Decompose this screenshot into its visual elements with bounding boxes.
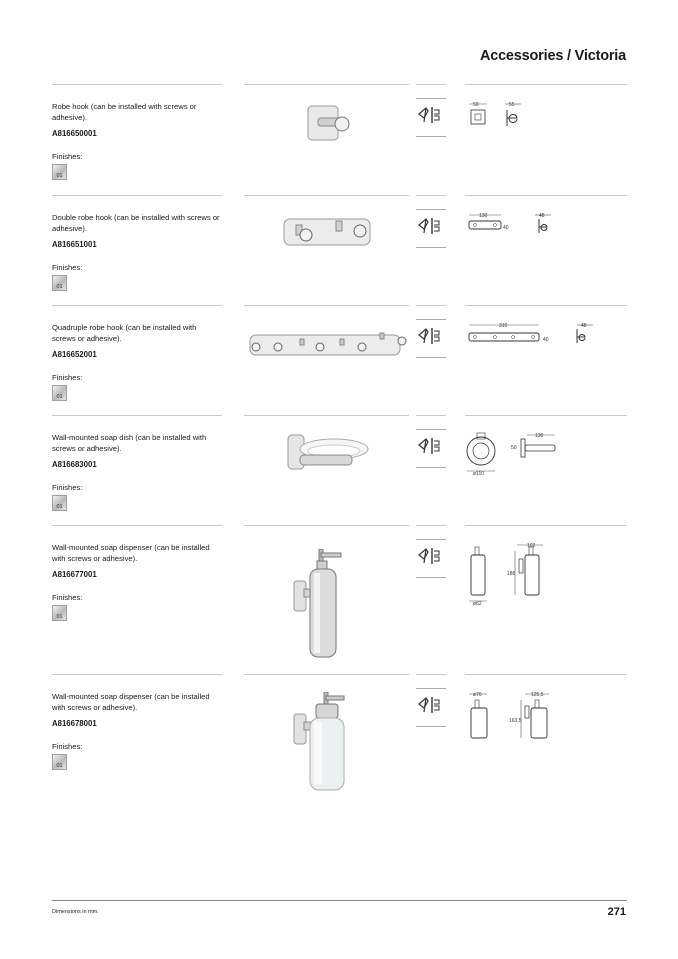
finishes-label: Finishes: (52, 263, 83, 272)
svg-text:125,5: 125,5 (531, 692, 544, 698)
svg-text:102: 102 (527, 543, 536, 549)
svg-text:55: 55 (509, 102, 515, 108)
installation-icons (416, 688, 446, 728)
finishes-label: Finishes: (52, 593, 83, 602)
product-description: Wall-mounted soap dispenser (can be installed with screws or adhesive). (52, 543, 210, 563)
product-description: Wall-mounted soap dish (can be installed with screws or adhesive). (52, 433, 207, 453)
soap-dispenser-glass-image (244, 692, 409, 802)
svg-text:40: 40 (503, 225, 509, 231)
product-code: A816677001 (52, 570, 97, 579)
product-description: Quadruple robe hook (can be installed with screws or adhesive). (52, 323, 197, 343)
installation-icons (416, 98, 446, 138)
product-code: A816678001 (52, 719, 97, 728)
double-robe-hook-image (244, 209, 409, 269)
installation-screws-icon (416, 213, 446, 243)
soap-dish-image (244, 427, 409, 497)
product-row (0, 674, 678, 804)
installation-screws-icon (416, 323, 446, 353)
installation-screws-icon (416, 543, 446, 573)
installation-screws-icon (416, 102, 446, 132)
divider (52, 900, 627, 901)
product-row (0, 525, 678, 673)
installation-screws-icon (416, 433, 446, 463)
svg-text:40: 40 (543, 337, 549, 343)
finish-swatch: 01 (52, 275, 67, 291)
finishes-label: Finishes: (52, 483, 83, 492)
installation-icons (416, 319, 446, 359)
svg-text:48: 48 (539, 213, 545, 219)
soap-dispenser-chrome-image (244, 549, 409, 669)
product-row (0, 195, 678, 305)
dimension-drawing (465, 429, 627, 489)
svg-text:163,5: 163,5 (509, 718, 522, 724)
installation-icons (416, 429, 446, 469)
svg-text:ø110: ø110 (473, 471, 485, 477)
finish-swatch: 01 (52, 164, 67, 180)
finishes-label: Finishes: (52, 373, 83, 382)
installation-icons (416, 539, 446, 579)
product-description: Wall-mounted soap dispenser (can be installed with screws or adhesive). (52, 692, 210, 712)
product-code: A816652001 (52, 350, 97, 359)
product-description: Robe hook (can be installed with screws or adhesive). (52, 102, 197, 122)
finishes-label: Finishes: (52, 742, 83, 751)
finish-swatch: 01 (52, 754, 67, 770)
dimension-drawing (465, 688, 627, 768)
svg-text:ø76: ø76 (473, 692, 482, 698)
page-title: Accessories / Victoria (479, 48, 626, 64)
svg-text:48: 48 (581, 323, 587, 329)
product-description: Double robe hook (can be installed with screws or adhesive). (52, 213, 220, 233)
svg-text:130: 130 (535, 433, 544, 439)
footer-note: Dimensions in mm. (52, 909, 99, 915)
finish-swatch: 01 (52, 605, 67, 621)
installation-icons (416, 209, 446, 249)
svg-text:310: 310 (499, 323, 508, 329)
svg-text:ø62: ø62 (473, 601, 482, 607)
product-row (0, 84, 678, 194)
dimension-drawing (465, 209, 627, 259)
quadruple-robe-hook-image (244, 323, 409, 373)
finish-swatch: 01 (52, 385, 67, 401)
product-row (0, 415, 678, 525)
robe-hook-image (244, 92, 409, 172)
installation-screws-icon (416, 692, 446, 722)
finish-swatch: 01 (52, 495, 67, 511)
svg-text:50: 50 (473, 102, 479, 108)
product-code: A816683001 (52, 460, 97, 469)
product-code: A816651001 (52, 240, 97, 249)
svg-text:50: 50 (511, 445, 517, 451)
dimension-drawing (465, 539, 627, 629)
svg-text:186: 186 (507, 571, 516, 577)
dimension-drawing (465, 319, 627, 369)
page-number: 271 (607, 906, 626, 918)
finishes-label: Finishes: (52, 152, 83, 161)
product-row (0, 305, 678, 415)
svg-text:130: 130 (479, 213, 488, 219)
product-code: A816650001 (52, 129, 97, 138)
dimension-drawing (465, 98, 627, 148)
